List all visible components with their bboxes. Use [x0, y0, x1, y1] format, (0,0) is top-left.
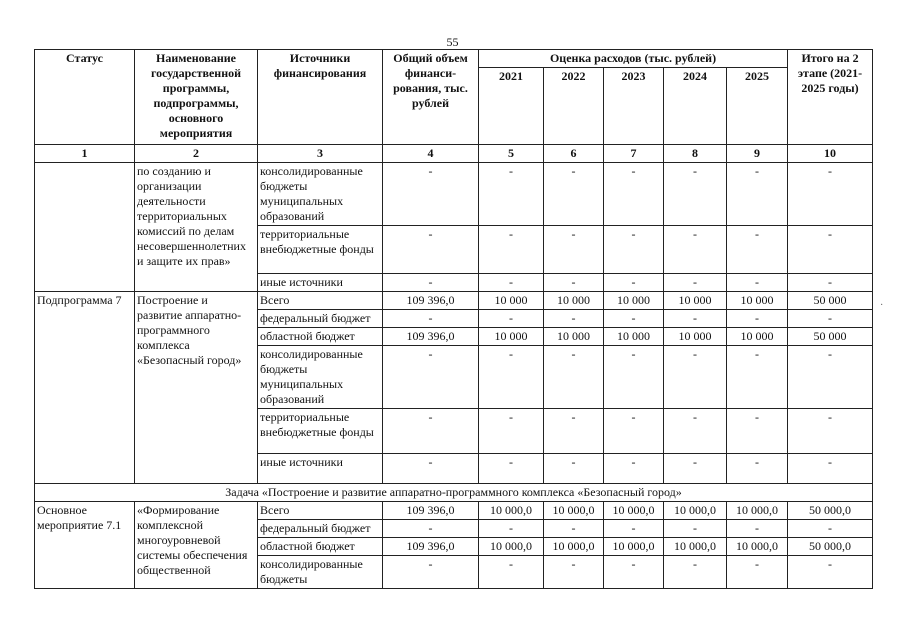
budget-table — [34, 49, 873, 589]
value-cell: - — [664, 454, 727, 484]
value-cell: 10 000,0 — [664, 502, 727, 520]
column-number: 4 — [383, 145, 479, 163]
scan-mark: · — [880, 300, 884, 311]
column-number: 2 — [135, 145, 258, 163]
value-cell: - — [479, 163, 544, 226]
value-cell: - — [479, 310, 544, 328]
value-cell: - — [788, 409, 873, 454]
name-cell: по созданию и организации деятельности территориальных комиссий по делам несовершеннолетних и защите их прав» — [135, 163, 258, 292]
value-cell: - — [544, 310, 604, 328]
source-cell: территориальные внебюджетные фонды — [258, 226, 383, 274]
column-number: 3 — [258, 145, 383, 163]
header-source: Источники финансирования — [258, 50, 383, 145]
value-cell: - — [788, 226, 873, 274]
value-cell: 10 000 — [604, 328, 664, 346]
table-row — [35, 292, 873, 310]
value-cell: 10 000,0 — [544, 502, 604, 520]
value-cell: - — [727, 346, 788, 409]
value-cell: - — [664, 274, 727, 292]
value-cell: 10 000 — [479, 292, 544, 310]
source-cell: федеральный бюджет — [258, 520, 383, 538]
value-cell: - — [383, 226, 479, 274]
value-cell: - — [788, 310, 873, 328]
value-cell: - — [544, 409, 604, 454]
value-cell: - — [544, 346, 604, 409]
value-cell: - — [727, 556, 788, 589]
status-cell: Основное мероприятие 7.1 — [35, 502, 135, 589]
value-cell: - — [479, 226, 544, 274]
value-cell: - — [383, 163, 479, 226]
header-row — [35, 50, 873, 68]
value-cell: - — [788, 556, 873, 589]
value-cell: - — [727, 454, 788, 484]
value-cell: 10 000 — [544, 292, 604, 310]
value-cell: - — [604, 163, 664, 226]
value-cell: 10 000,0 — [604, 538, 664, 556]
value-cell: - — [664, 163, 727, 226]
value-cell: - — [788, 274, 873, 292]
value-cell: - — [604, 454, 664, 484]
value-cell: 109 396,0 — [383, 328, 479, 346]
value-cell: - — [727, 520, 788, 538]
value-cell: - — [727, 226, 788, 274]
header-stage-total: Итого на 2 этапе (2021-2025 годы) — [788, 50, 873, 145]
value-cell: - — [544, 454, 604, 484]
value-cell: - — [479, 520, 544, 538]
value-cell: - — [788, 520, 873, 538]
value-cell: - — [604, 226, 664, 274]
value-cell: - — [788, 346, 873, 409]
value-cell: - — [727, 163, 788, 226]
value-cell: - — [788, 454, 873, 484]
value-cell: - — [479, 556, 544, 589]
value-cell: 10 000 — [727, 328, 788, 346]
task-row — [35, 484, 873, 502]
value-cell: - — [664, 346, 727, 409]
value-cell: - — [383, 454, 479, 484]
column-number: 6 — [544, 145, 604, 163]
value-cell: 109 396,0 — [383, 502, 479, 520]
value-cell: - — [479, 409, 544, 454]
source-cell: консолидированные бюджеты муниципальных образований — [258, 163, 383, 226]
column-number: 7 — [604, 145, 664, 163]
value-cell: - — [604, 409, 664, 454]
value-cell: - — [383, 520, 479, 538]
value-cell: - — [604, 346, 664, 409]
column-number: 1 — [35, 145, 135, 163]
value-cell: 50 000,0 — [788, 502, 873, 520]
value-cell: - — [604, 556, 664, 589]
status-cell — [35, 163, 135, 292]
source-cell: Всего — [258, 502, 383, 520]
value-cell: - — [664, 310, 727, 328]
value-cell: 10 000 — [727, 292, 788, 310]
source-cell: областной бюджет — [258, 538, 383, 556]
source-cell: территориальные внебюджетные фонды — [258, 409, 383, 454]
name-cell: Построение и развитие аппаратно-программного комплекса «Безопасный город» — [135, 292, 258, 484]
header-year: 2022 — [544, 68, 604, 145]
source-cell: иные источники — [258, 454, 383, 484]
header-status: Статус — [35, 50, 135, 145]
column-number: 10 — [788, 145, 873, 163]
value-cell: - — [604, 520, 664, 538]
value-cell: 109 396,0 — [383, 538, 479, 556]
value-cell: 10 000,0 — [604, 502, 664, 520]
column-number: 5 — [479, 145, 544, 163]
value-cell: 10 000 — [479, 328, 544, 346]
name-cell: «Формирование комплексной многоуровневой системы обеспечения общественной — [135, 502, 258, 589]
value-cell: 50 000,0 — [788, 538, 873, 556]
value-cell: 10 000 — [664, 328, 727, 346]
value-cell: - — [604, 274, 664, 292]
source-cell: федеральный бюджет — [258, 310, 383, 328]
value-cell: - — [544, 274, 604, 292]
value-cell: 109 396,0 — [383, 292, 479, 310]
header-year: 2025 — [727, 68, 788, 145]
value-cell: 10 000,0 — [544, 538, 604, 556]
status-cell: Подпрограмма 7 — [35, 292, 135, 484]
value-cell: - — [479, 346, 544, 409]
value-cell: - — [664, 556, 727, 589]
source-cell: консолидированные бюджеты муниципальных образований — [258, 346, 383, 409]
source-cell: Всего — [258, 292, 383, 310]
source-cell: областной бюджет — [258, 328, 383, 346]
table-row — [35, 502, 873, 520]
value-cell: 10 000 — [604, 292, 664, 310]
value-cell: - — [664, 409, 727, 454]
value-cell: 10 000 — [664, 292, 727, 310]
value-cell: - — [727, 274, 788, 292]
value-cell: 50 000 — [788, 292, 873, 310]
column-number: 8 — [664, 145, 727, 163]
value-cell: - — [664, 226, 727, 274]
value-cell: 10 000 — [544, 328, 604, 346]
value-cell: 10 000,0 — [479, 502, 544, 520]
value-cell: - — [479, 454, 544, 484]
source-cell: консолидированные бюджеты — [258, 556, 383, 589]
header-name: Наименование государственной программы, подпрограммы, основного мероприятия — [135, 50, 258, 145]
value-cell: - — [604, 310, 664, 328]
header-year: 2024 — [664, 68, 727, 145]
header-year: 2023 — [604, 68, 664, 145]
column-number-row — [35, 145, 873, 163]
value-cell: - — [383, 346, 479, 409]
value-cell: 10 000,0 — [727, 502, 788, 520]
table-row — [35, 163, 873, 226]
value-cell: - — [788, 163, 873, 226]
value-cell: - — [544, 556, 604, 589]
value-cell: - — [383, 556, 479, 589]
header-total: Общий объем финанси-рования, тыс. рублей — [383, 50, 479, 145]
value-cell: - — [383, 274, 479, 292]
value-cell: 10 000,0 — [727, 538, 788, 556]
value-cell: - — [727, 310, 788, 328]
value-cell: - — [544, 520, 604, 538]
page-number: 55 — [446, 35, 459, 49]
value-cell: - — [727, 409, 788, 454]
value-cell: - — [544, 163, 604, 226]
task-title: Задача «Построение и развитие аппаратно-программного комплекса «Безопасный город» — [35, 484, 873, 502]
source-cell: иные источники — [258, 274, 383, 292]
value-cell: - — [383, 409, 479, 454]
value-cell: 10 000,0 — [664, 538, 727, 556]
value-cell: - — [479, 274, 544, 292]
header-year: 2021 — [479, 68, 544, 145]
value-cell: - — [664, 520, 727, 538]
value-cell: 10 000,0 — [479, 538, 544, 556]
column-number: 9 — [727, 145, 788, 163]
value-cell: - — [383, 310, 479, 328]
value-cell: 50 000 — [788, 328, 873, 346]
value-cell: - — [544, 226, 604, 274]
header-estimate: Оценка расходов (тыс. рублей) — [479, 50, 788, 68]
